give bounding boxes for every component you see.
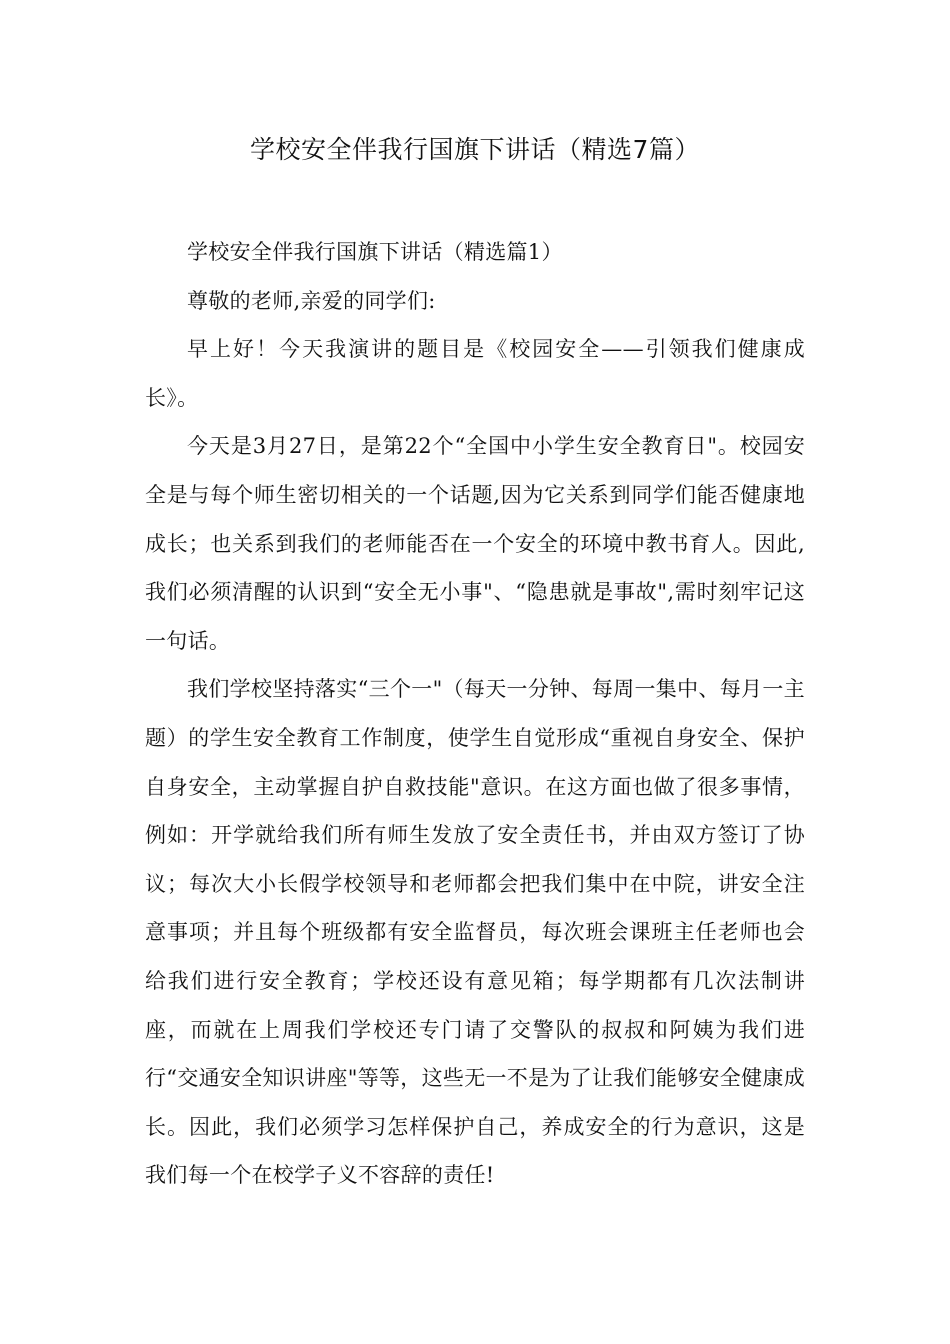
paragraph: 我们学校坚持落实“三个一"（每天一分钟、每周一集中、每月一主题）的学生安全教育工作制度，使学生自觉形成“重视自身安全、保护自身安全，主动掌握自护自救技能"意识。在这方面也做了很多事情，例如：开学就给我们所有师生发放了安全责任书，并由双方签订了协议；每次大小长假学校领导和老师都会把我们集中在中院，讲安全注意事项；并且每个班级都有安全监督员，每次班会课班主任老师也会给我们进行安全教育；学校还设有意见箱；每学期都有几次法制讲座，而就在上周我们学校还专门请了交警队的叔叔和阿姨为我们进行“交通安全知识讲座"等等，这些无一不是为了让我们能够安全健康成长。因此，我们必须学习怎样保护自己，养成安全的行为意识，这是我们每一个在校学子义不容辞的责任! xyxy=(145,677,805,1188)
document-title: 学校安全伴我行国旗下讲话（精选7篇） xyxy=(250,135,700,164)
paragraph: 早上好！今天我演讲的题目是《校园安全——引领我们健康成长》。 xyxy=(145,337,805,410)
document-body xyxy=(145,228,805,1200)
salutation: 尊敬的老师,亲爱的同学们: xyxy=(187,288,436,313)
paragraph: 今天是3月27日，是第22个“全国中小学生安全教育日"。校园安全是与每个师生密切相关的一个话题,因为它关系到同学们能否健康地成长；也关系到我们的老师能否在一个安全的环境中教书育人。因此,我们必须清醒的认识到“安全无小事"、“隐患就是事故",需时刻牢记这一句话。 xyxy=(145,434,805,653)
section-heading: 学校安全伴我行国旗下讲话（精选篇1） xyxy=(187,240,563,264)
